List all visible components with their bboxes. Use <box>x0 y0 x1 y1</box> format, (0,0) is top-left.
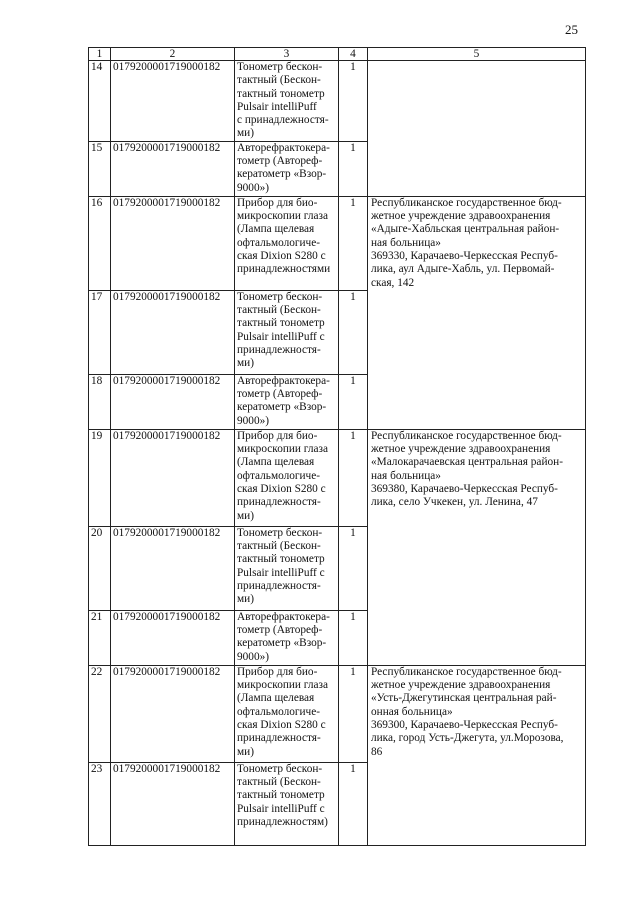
purchase-code: 0179200001719000182 <box>111 665 235 762</box>
quantity: 1 <box>339 290 368 374</box>
equipment-table <box>88 47 586 846</box>
equipment-name-line: ская Dixion S280 с <box>237 718 326 731</box>
recipient-cell <box>368 429 586 665</box>
quantity: 1 <box>339 141 368 196</box>
header-cell-4: 4 <box>339 48 368 61</box>
equipment-name-line: тактный тонометр <box>237 789 325 802</box>
equipment-name-line: Тонометр бескон- <box>237 290 323 303</box>
equipment-name-line: тактный (Бескон- <box>237 540 321 553</box>
recipient-line: ная больница» <box>371 236 441 249</box>
quantity: 1 <box>339 610 368 665</box>
equipment-name-line: тактный тонометр <box>237 553 325 566</box>
equipment-name-line: ми) <box>237 127 254 140</box>
header-cell-5: 5 <box>368 48 586 61</box>
equipment-name-line: Прибор для био- <box>237 429 318 442</box>
recipient-line: Республиканское государственное бюд- <box>371 429 562 442</box>
recipient-line: «Адыге-Хабльская центральная район- <box>371 223 560 236</box>
row-number: 19 <box>89 429 111 526</box>
purchase-code: 0179200001719000182 <box>111 61 235 142</box>
quantity: 1 <box>339 762 368 845</box>
recipient-cell <box>368 665 586 845</box>
row-number: 14 <box>89 61 111 142</box>
recipient-line: жетное учреждение здравоохранения <box>371 679 551 692</box>
header-cell-2: 2 <box>111 48 235 61</box>
equipment-name-line: офтальмологиче- <box>237 236 321 249</box>
recipient-line: 369300, Карачаево-Черкесская Респуб- <box>371 718 558 731</box>
purchase-code: 0179200001719000182 <box>111 429 235 526</box>
equipment-name-line: микроскопии глаза <box>237 679 328 692</box>
row-number: 20 <box>89 526 111 610</box>
header-row <box>89 48 586 61</box>
recipient-line: 369330, Карачаево-Черкесская Респуб- <box>371 249 558 262</box>
table-row <box>89 665 586 762</box>
row-number: 17 <box>89 290 111 374</box>
equipment-name-line: тометр (Автореф- <box>237 624 323 637</box>
recipient-line: 86 <box>371 745 383 758</box>
table-row <box>89 196 586 290</box>
equipment-name <box>235 762 339 845</box>
row-number: 21 <box>89 610 111 665</box>
row-number: 18 <box>89 374 111 429</box>
equipment-name-line: принадлежностями <box>237 263 331 276</box>
equipment-name <box>235 374 339 429</box>
recipient-line: Республиканское государственное бюд- <box>371 196 562 209</box>
equipment-name-line: тактный (Бескон- <box>237 776 321 789</box>
equipment-name-line: тометр (Автореф- <box>237 155 323 168</box>
row-number: 23 <box>89 762 111 845</box>
equipment-name <box>235 610 339 665</box>
equipment-name-line: тактный тонометр <box>237 317 325 330</box>
equipment-name-line: кератометр «Взор- <box>237 168 327 181</box>
equipment-name-line: принадлежностям) <box>237 815 328 828</box>
recipient-line: Республиканское государственное бюд- <box>371 665 562 678</box>
equipment-name-line: Тонометр бескон- <box>237 61 323 73</box>
equipment-name-line: Авторефрактокера- <box>237 141 330 154</box>
recipient-line: «Малокарачаевская центральная район- <box>371 456 563 469</box>
recipient-line: лика, город Усть-Джегута, ул.Морозова, <box>371 732 564 745</box>
quantity: 1 <box>339 61 368 142</box>
header-cell-3: 3 <box>235 48 339 61</box>
purchase-code: 0179200001719000182 <box>111 762 235 845</box>
equipment-name <box>235 141 339 196</box>
equipment-name-line: офтальмологиче- <box>237 705 321 718</box>
equipment-name-line: тактный тонометр <box>237 87 325 100</box>
recipient-line: лика, село Учкекен, ул. Ленина, 47 <box>371 496 538 509</box>
equipment-name-line: Тонометр бескон- <box>237 526 323 539</box>
equipment-name-line: микроскопии глаза <box>237 210 328 223</box>
purchase-code: 0179200001719000182 <box>111 141 235 196</box>
equipment-name-line: ская Dixion S280 с <box>237 482 326 495</box>
equipment-name <box>235 526 339 610</box>
purchase-code: 0179200001719000182 <box>111 526 235 610</box>
equipment-name-line: 9000») <box>237 414 270 427</box>
recipient-line: 369380, Карачаево-Черкесская Респуб- <box>371 482 558 495</box>
equipment-name-line: тактный (Бескон- <box>237 304 321 317</box>
equipment-name-line: микроскопии глаза <box>237 443 328 456</box>
equipment-name-line: Тонометр бескон- <box>237 762 323 775</box>
equipment-name <box>235 196 339 290</box>
equipment-name-line: 9000») <box>237 650 270 663</box>
equipment-name-line: кератометр «Взор- <box>237 401 327 414</box>
equipment-name-line: Pulsair intelliPuff <box>237 100 317 113</box>
recipient-line: жетное учреждение здравоохранения <box>371 210 551 223</box>
recipient-line: ная больница» <box>371 469 441 482</box>
equipment-name-line: 9000») <box>237 181 270 194</box>
equipment-name-line: ская Dixion S280 с <box>237 249 326 262</box>
equipment-name-line: (Лампа щелевая <box>237 692 315 705</box>
row-number: 15 <box>89 141 111 196</box>
equipment-name-line: Pulsair intelliPuff с <box>237 566 325 579</box>
quantity: 1 <box>339 429 368 526</box>
recipient-line: лика, аул Адыге-Хабль, ул. Первомай- <box>371 263 555 276</box>
purchase-code: 0179200001719000182 <box>111 196 235 290</box>
quantity: 1 <box>339 526 368 610</box>
equipment-name-line: принадлежностя- <box>237 496 321 509</box>
purchase-code: 0179200001719000182 <box>111 374 235 429</box>
recipient-cell <box>368 61 586 197</box>
equipment-name-line: Pulsair intelliPuff с <box>237 330 325 343</box>
equipment-name-line: принадлежностя- <box>237 732 321 745</box>
equipment-name <box>235 665 339 762</box>
equipment-name-line: Прибор для био- <box>237 665 318 678</box>
quantity: 1 <box>339 665 368 762</box>
equipment-name <box>235 61 339 142</box>
quantity: 1 <box>339 196 368 290</box>
equipment-name-line: Прибор для био- <box>237 196 318 209</box>
equipment-name-line: офтальмологиче- <box>237 469 321 482</box>
equipment-name-line: с принадлежностя- <box>237 114 329 127</box>
purchase-code: 0179200001719000182 <box>111 610 235 665</box>
equipment-name-line: (Лампа щелевая <box>237 223 315 236</box>
recipient-line: онная больница» <box>371 705 453 718</box>
equipment-name-line: ми) <box>237 509 254 522</box>
equipment-name-line: ми) <box>237 745 254 758</box>
recipient-cell <box>368 196 586 429</box>
table-row <box>89 61 586 142</box>
equipment-name-line: ми) <box>237 357 254 370</box>
equipment-name-line: Авторефрактокера- <box>237 610 330 623</box>
equipment-name-line: кератометр «Взор- <box>237 637 327 650</box>
equipment-name-line: принадлежностя- <box>237 343 321 356</box>
table-row <box>89 429 586 526</box>
equipment-name-line: ми) <box>237 593 254 606</box>
equipment-name <box>235 429 339 526</box>
quantity: 1 <box>339 374 368 429</box>
table-body <box>89 61 586 846</box>
row-number: 16 <box>89 196 111 290</box>
page-number: 25 <box>565 22 578 37</box>
recipient-line: жетное учреждение здравоохранения <box>371 443 551 456</box>
equipment-name <box>235 290 339 374</box>
row-number: 22 <box>89 665 111 762</box>
header-cell-1: 1 <box>89 48 111 61</box>
equipment-name-line: (Лампа щелевая <box>237 456 315 469</box>
purchase-code: 0179200001719000182 <box>111 290 235 374</box>
equipment-name-line: Авторефрактокера- <box>237 374 330 387</box>
equipment-name-line: тактный (Бескон- <box>237 74 321 87</box>
equipment-name-line: Pulsair intelliPuff с <box>237 802 325 815</box>
equipment-name-line: тометр (Автореф- <box>237 388 323 401</box>
recipient-line: «Усть-Джегутинская центральная рай- <box>371 692 557 705</box>
equipment-name-line: принадлежностя- <box>237 579 321 592</box>
recipient-line: ская, 142 <box>371 276 415 289</box>
